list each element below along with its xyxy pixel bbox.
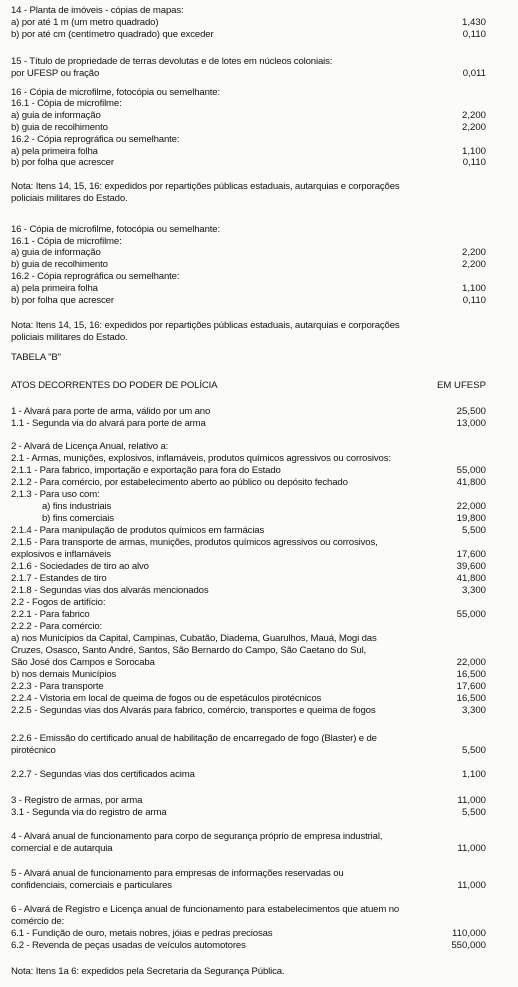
row-value: 19,800: [456, 513, 486, 524]
row-text: confidenciais, comerciais e particulares: [11, 880, 172, 891]
table-header-right: EM UFESP: [436, 380, 486, 391]
row-text: comercial e de autarquia: [11, 843, 113, 854]
row-value: 110,000: [452, 928, 486, 939]
item-16-1-b-value: 2,200: [461, 122, 486, 133]
row-text: pirotécnico: [11, 745, 56, 756]
row-text: São José dos Campos e Sorocaba: [11, 657, 155, 668]
note-1-line-1: Nota: Itens 14, 15, 16: expedidos por repartições públicas estaduais, autarquias e corporações: [11, 181, 400, 192]
row-text: b) fins comerciais: [42, 513, 114, 524]
row-text: 2.2.4 - Vistoria em local de queima de fogos ou de espetáculos pirotécnicos: [11, 693, 322, 704]
item-16-2-b: b) por folha que acrescer: [11, 157, 114, 168]
row-value: 41,800: [456, 573, 486, 584]
row-value: 16,500: [456, 693, 486, 704]
row-value: 17,600: [456, 681, 486, 692]
row-text: 6 - Alvará de Registro e Licença anual de funcionamento para estabelecimentos que atuem no: [11, 904, 400, 915]
item-16-repeat-title: 16 - Cópia de microfilme, fotocópia ou semelhante:: [11, 224, 221, 235]
row-text: 2.2.7 - Segundas vias dos certificados acima: [11, 769, 195, 780]
row-text: b) nos demais Municípios: [11, 669, 117, 680]
row-value: 39,600: [456, 561, 486, 572]
item-16-title: 16 - Cópia de microfilme, fotocópia ou semelhante:: [11, 87, 221, 98]
item-16-1-a-value: 2,200: [461, 110, 486, 121]
note-3: Nota: Itens 1a 6: expedidos pela Secretaria da Segurança Pública.: [11, 966, 285, 977]
item-14-b: b) por até cm (centímetro quadrado) que exceder: [11, 29, 214, 40]
item-14-b-value: 0,110: [462, 29, 486, 40]
row-value: 16,500: [456, 669, 486, 680]
row-text: 2.2 - Fogos de artifício:: [11, 597, 106, 608]
item-16-1-b: b) guia de recolhimento: [11, 122, 108, 133]
note-2-line-2: policiais militares do Estado.: [11, 332, 128, 343]
row-value: 3,300: [461, 705, 486, 716]
row-text: 2.1.3 - Para uso com:: [11, 489, 100, 500]
row-text: 2.1.1 - Para fabrico, importação e exportação para fora do Estado: [11, 465, 281, 476]
row-value: 25,500: [456, 406, 486, 417]
row-value: 11,000: [457, 795, 486, 806]
item-16-repeat-2-b-value: 0,110: [462, 295, 486, 306]
row-text: explosivos e inflamáveis: [11, 549, 111, 560]
row-value: 11,000: [457, 880, 486, 891]
note-2-line-1: Nota: Itens 14, 15, 16: expedidos por repartições públicas estaduais, autarquias e corporações: [11, 320, 400, 331]
item-16-2-a: a) pela primeira folha: [11, 146, 98, 157]
row-text: 6.1 - Fundição de ouro, metais nobres, jóias e pedras preciosas: [11, 928, 273, 939]
row-value: 41,800: [456, 477, 486, 488]
row-text: 3 - Registro de armas, por arma: [11, 795, 143, 806]
row-text: 2.2.2 - Para comércio:: [11, 621, 103, 632]
item-14-title: 14 - Planta de imóveis - cópias de mapas:: [11, 5, 184, 16]
row-value: 22,000: [456, 657, 486, 668]
row-value: 5,500: [461, 807, 486, 818]
row-text: 2.1.8 - Segundas vias dos alvarás mencionados: [11, 585, 209, 596]
item-16-1: 16.1 - Cópia de microfilme:: [11, 98, 122, 109]
row-value: 17,600: [456, 549, 486, 560]
row-text: a) fins industriais: [42, 501, 112, 512]
row-text: 4 - Alvará anual de funcionamento para corpo de segurança próprio de empresa industrial,: [11, 831, 383, 842]
row-text: 2.1 - Armas, munições, explosivos, inflamáveis, produtos químicos agressivos ou corrosivos:: [11, 453, 391, 464]
item-16-repeat-2: 16.2 - Cópia reprográfica ou semelhante:: [11, 271, 180, 282]
item-16-1-a: a) guia de informação: [11, 110, 101, 121]
row-value: 550,000: [451, 940, 486, 951]
item-15-title: 15 - Título de propriedade de terras devolutas e de lotes em núcleos coloniais:: [11, 56, 333, 67]
item-16-repeat-1-b-value: 2,200: [461, 259, 486, 270]
row-value: 22,000: [456, 501, 486, 512]
item-16-2-b-value: 0,110: [462, 157, 486, 168]
row-text: 2.1.4 - Para manipulação de produtos químicos em farmácias: [11, 525, 265, 536]
row-value: 5,500: [461, 745, 486, 756]
row-text: comércio de:: [11, 916, 65, 927]
row-text: 2.1.5 - Para transporte de armas, munições, produtos químicos agressivos ou corrosivos,: [11, 537, 378, 548]
item-15-line: por UFESP ou fração: [11, 68, 100, 79]
item-16-repeat-1-b: b) guia de recolhimento: [11, 259, 108, 270]
row-text: 2.2.3 - Para transporte: [11, 681, 104, 692]
row-text: 2.2.5 - Segundas vias dos Alvarás para fabrico, comércio, transportes e queima de fogos: [11, 705, 376, 716]
row-text: 1 - Alvará para porte de arma, válido por um ano: [11, 406, 211, 417]
row-value: 13,000: [456, 418, 486, 429]
item-16-2-a-value: 1,100: [461, 146, 486, 157]
item-16-repeat-2-a-value: 1,100: [461, 283, 486, 294]
item-14-a-value: 1,430: [461, 17, 486, 28]
row-text: 1.1 - Segunda via do alvará para porte de arma: [11, 418, 206, 429]
row-text: 2.2.6 - Emissão do certificado anual de habilitação de encarregado de fogo (Blaster) e de: [11, 733, 377, 744]
row-text: a) nos Municípios da Capital, Campinas, Cubatão, Diadema, Guarulhos, Mauá, Mogi das: [11, 633, 377, 644]
row-text: 6.2 - Revenda de peças usadas de veículos automotores: [11, 940, 246, 951]
row-text: 2.1.6 - Sociedades de tiro ao alvo: [11, 561, 149, 572]
note-1-line-2: policiais militares do Estado.: [11, 193, 128, 204]
table-header-left: ATOS DECORRENTES DO PODER DE POLÍCIA: [11, 380, 218, 391]
item-16-repeat-1-a-value: 2,200: [461, 247, 486, 258]
row-text: 2.2.1 - Para fabrico: [11, 609, 90, 620]
row-value: 55,000: [456, 465, 486, 476]
row-text: Cruzes, Osasco, Santo André, Santos, São Bernardo do Campo, São Caetano do Sul,: [11, 645, 367, 656]
item-14-a: a) por até 1 m (um metro quadrado): [11, 17, 159, 28]
row-text: 5 - Alvará anual de funcionamento para empresas de informações reservadas ou: [11, 868, 344, 879]
row-value: 5,500: [461, 525, 486, 536]
row-text: 2 - Alvará de Licença Anual, relativo a:: [11, 441, 169, 452]
item-16-repeat-2-b: b) por folha que acrescer: [11, 295, 114, 306]
row-text: 2.1.2 - Para comércio, por estabelecimento aberto ao público ou depósito fechado: [11, 477, 348, 488]
table-b-title: TABELA "B": [11, 352, 61, 363]
row-value: 55,000: [456, 609, 486, 620]
row-value: 1,100: [461, 769, 486, 780]
item-15-value: 0,011: [462, 68, 486, 79]
row-value: 3,300: [461, 585, 486, 596]
row-text: 3.1 - Segunda via do registro de arma: [11, 807, 167, 818]
item-16-repeat-1-a: a) guia de informação: [11, 247, 101, 258]
item-16-repeat-1: 16.1 - Cópia de microfilme:: [11, 236, 122, 247]
item-16-repeat-2-a: a) pela primeira folha: [11, 283, 98, 294]
item-16-2: 16.2 - Cópia reprográfica ou semelhante:: [11, 134, 180, 145]
row-text: 2.1.7 - Estandes de tiro: [11, 573, 107, 584]
row-value: 11,000: [457, 843, 486, 854]
